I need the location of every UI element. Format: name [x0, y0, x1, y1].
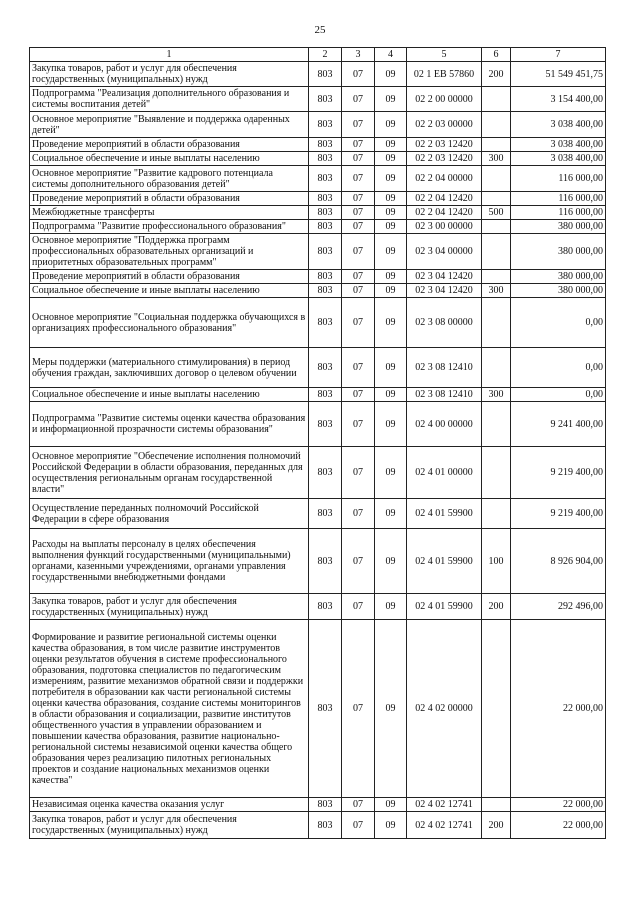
section-code: 07	[342, 284, 375, 298]
table-row	[30, 620, 606, 798]
budget-item-name: Основное мероприятие "Социальная поддержка обучающихся в организациях профессионального образования"	[30, 298, 309, 348]
ministry-code: 803	[309, 447, 342, 499]
target-article-code: 02 4 01 59900	[407, 529, 482, 594]
expense-type-code	[482, 220, 511, 234]
table-row	[30, 87, 606, 112]
section-code: 07	[342, 798, 375, 812]
subsection-code: 09	[375, 388, 407, 402]
amount: 380 000,00	[511, 270, 606, 284]
subsection-code: 09	[375, 529, 407, 594]
expense-type-code: 100	[482, 529, 511, 594]
budget-item-name: Социальное обеспечение и иные выплаты населению	[30, 388, 309, 402]
target-article-code: 02 4 02 12741	[407, 798, 482, 812]
subsection-code: 09	[375, 447, 407, 499]
table-row	[30, 206, 606, 220]
amount: 0,00	[511, 298, 606, 348]
budget-item-name: Закупка товаров, работ и услуг для обеспечения государственных (муниципальных) нужд	[30, 594, 309, 620]
budget-item-name: Расходы на выплаты персоналу в целях обеспечения выполнения функций государственными (муниципальными) органами, казенными учреждениями, органами управления государственными внебюджетными фондами	[30, 529, 309, 594]
table-row	[30, 220, 606, 234]
subsection-code: 09	[375, 348, 407, 388]
amount: 22 000,00	[511, 798, 606, 812]
table-row	[30, 499, 606, 529]
table-row	[30, 270, 606, 284]
subsection-code: 09	[375, 220, 407, 234]
section-code: 07	[342, 112, 375, 138]
budget-item-name: Основное мероприятие "Обеспечение исполнения полномочий Российской Федерации в области образования, переданных для осуществления региональным органам государственной власти"	[30, 447, 309, 499]
table-row	[30, 594, 606, 620]
subsection-code: 09	[375, 87, 407, 112]
target-article-code: 02 2 03 12420	[407, 152, 482, 166]
column-number-7: 7	[511, 48, 606, 62]
subsection-code: 09	[375, 620, 407, 798]
section-code: 07	[342, 206, 375, 220]
expense-type-code: 300	[482, 284, 511, 298]
ministry-code: 803	[309, 402, 342, 447]
section-code: 07	[342, 234, 375, 270]
target-article-code: 02 2 00 00000	[407, 87, 482, 112]
expense-type-code	[482, 402, 511, 447]
amount: 380 000,00	[511, 234, 606, 270]
ministry-code: 803	[309, 112, 342, 138]
budget-item-name: Социальное обеспечение и иные выплаты населению	[30, 152, 309, 166]
target-article-code: 02 3 08 00000	[407, 298, 482, 348]
amount: 116 000,00	[511, 192, 606, 206]
amount: 3 038 400,00	[511, 152, 606, 166]
expense-type-code	[482, 798, 511, 812]
amount: 0,00	[511, 388, 606, 402]
table-row	[30, 447, 606, 499]
page-number: 25	[314, 24, 326, 36]
expense-type-code	[482, 298, 511, 348]
target-article-code: 02 2 03 12420	[407, 138, 482, 152]
expense-type-code: 200	[482, 62, 511, 87]
budget-item-name: Основное мероприятие "Развитие кадрового потенциала системы дополнительного образования детей"	[30, 166, 309, 192]
amount: 9 219 400,00	[511, 499, 606, 529]
ministry-code: 803	[309, 166, 342, 192]
amount: 380 000,00	[511, 284, 606, 298]
subsection-code: 09	[375, 112, 407, 138]
amount: 3 154 400,00	[511, 87, 606, 112]
table-row	[30, 529, 606, 594]
amount: 9 241 400,00	[511, 402, 606, 447]
target-article-code: 02 4 00 00000	[407, 402, 482, 447]
table-row	[30, 388, 606, 402]
expense-type-code: 300	[482, 152, 511, 166]
amount: 0,00	[511, 348, 606, 388]
target-article-code: 02 4 02 12741	[407, 812, 482, 839]
ministry-code: 803	[309, 62, 342, 87]
column-number-3: 3	[342, 48, 375, 62]
budget-item-name: Основное мероприятие "Поддержка программ профессиональных образовательных организаций и приоритетных образовательных программ"	[30, 234, 309, 270]
section-code: 07	[342, 298, 375, 348]
table-row	[30, 798, 606, 812]
budget-table	[29, 47, 606, 839]
target-article-code: 02 4 02 00000	[407, 620, 482, 798]
ministry-code: 803	[309, 138, 342, 152]
expense-type-code	[482, 87, 511, 112]
budget-item-name: Социальное обеспечение и иные выплаты населению	[30, 284, 309, 298]
expense-type-code	[482, 620, 511, 798]
section-code: 07	[342, 812, 375, 839]
expense-type-code	[482, 192, 511, 206]
ministry-code: 803	[309, 812, 342, 839]
budget-item-name: Независимая оценка качества оказания услуг	[30, 798, 309, 812]
ministry-code: 803	[309, 234, 342, 270]
budget-item-name: Меры поддержки (материального стимулирования) в период обучения граждан, заключивших договор о целевом обучении	[30, 348, 309, 388]
target-article-code: 02 3 08 12410	[407, 388, 482, 402]
amount: 9 219 400,00	[511, 447, 606, 499]
ministry-code: 803	[309, 152, 342, 166]
table-row	[30, 284, 606, 298]
budget-item-name: Проведение мероприятий в области образования	[30, 270, 309, 284]
subsection-code: 09	[375, 284, 407, 298]
expense-type-code: 300	[482, 388, 511, 402]
subsection-code: 09	[375, 166, 407, 192]
ministry-code: 803	[309, 206, 342, 220]
target-article-code: 02 3 04 12420	[407, 284, 482, 298]
column-number-4: 4	[375, 48, 407, 62]
column-number-2: 2	[309, 48, 342, 62]
target-article-code: 02 2 04 00000	[407, 166, 482, 192]
target-article-code: 02 4 01 59900	[407, 594, 482, 620]
expense-type-code	[482, 138, 511, 152]
table-row	[30, 812, 606, 839]
subsection-code: 09	[375, 798, 407, 812]
amount: 3 038 400,00	[511, 138, 606, 152]
ministry-code: 803	[309, 87, 342, 112]
table-row	[30, 152, 606, 166]
budget-item-name: Основное мероприятие "Выявление и поддержка одаренных детей"	[30, 112, 309, 138]
budget-item-name: Подпрограмма "Развитие системы оценки качества образования и информационной прозрачности системы образования"	[30, 402, 309, 447]
section-code: 07	[342, 447, 375, 499]
amount: 22 000,00	[511, 620, 606, 798]
column-number-1: 1	[30, 48, 309, 62]
ministry-code: 803	[309, 620, 342, 798]
section-code: 07	[342, 529, 375, 594]
expense-type-code: 500	[482, 206, 511, 220]
amount: 116 000,00	[511, 166, 606, 192]
expense-type-code	[482, 447, 511, 499]
table-row	[30, 348, 606, 388]
subsection-code: 09	[375, 812, 407, 839]
budget-item-name: Закупка товаров, работ и услуг для обеспечения государственных (муниципальных) нужд	[30, 812, 309, 839]
section-code: 07	[342, 166, 375, 192]
subsection-code: 09	[375, 499, 407, 529]
amount: 116 000,00	[511, 206, 606, 220]
amount: 292 496,00	[511, 594, 606, 620]
target-article-code: 02 3 08 12410	[407, 348, 482, 388]
budget-item-name: Подпрограмма "Развитие профессионального образования"	[30, 220, 309, 234]
table-row	[30, 166, 606, 192]
budget-item-name: Межбюджетные трансферты	[30, 206, 309, 220]
target-article-code: 02 3 04 12420	[407, 270, 482, 284]
section-code: 07	[342, 62, 375, 87]
expense-type-code	[482, 348, 511, 388]
target-article-code: 02 1 EВ 57860	[407, 62, 482, 87]
section-code: 07	[342, 220, 375, 234]
amount: 51 549 451,75	[511, 62, 606, 87]
budget-item-name: Закупка товаров, работ и услуг для обеспечения государственных (муниципальных) нужд	[30, 62, 309, 87]
budget-item-name: Осуществление переданных полномочий Российской Федерации в сфере образования	[30, 499, 309, 529]
target-article-code: 02 2 03 00000	[407, 112, 482, 138]
subsection-code: 09	[375, 152, 407, 166]
table-row	[30, 192, 606, 206]
expense-type-code	[482, 234, 511, 270]
target-article-code: 02 2 04 12420	[407, 192, 482, 206]
ministry-code: 803	[309, 529, 342, 594]
amount: 3 038 400,00	[511, 112, 606, 138]
section-code: 07	[342, 87, 375, 112]
section-code: 07	[342, 620, 375, 798]
table-row	[30, 138, 606, 152]
ministry-code: 803	[309, 192, 342, 206]
ministry-code: 803	[309, 594, 342, 620]
column-number-5: 5	[407, 48, 482, 62]
budget-item-name: Формирование и развитие региональной системы оценки качества образования, в том числе развитие инструментов оценки результатов обучения в системе профессионального образования, подготовка специалистов по педагогическим измерениям, развитие механизмов обратной связи и поддержки потребителя в образовании как части региональной системы оценки качества образования, создание системы мониторингов в области образования и социализации, развитие институтов общественного участия в управлении образованием и повышении качества образования, развитие национально-региональной системы независимой оценки качества общего образования через реализацию пилотных региональных проектов и создание национальных механизмов оценки качества"	[30, 620, 309, 798]
amount: 22 000,00	[511, 812, 606, 839]
expense-type-code	[482, 270, 511, 284]
amount: 380 000,00	[511, 220, 606, 234]
subsection-code: 09	[375, 62, 407, 87]
target-article-code: 02 4 01 59900	[407, 499, 482, 529]
subsection-code: 09	[375, 206, 407, 220]
target-article-code: 02 2 04 12420	[407, 206, 482, 220]
target-article-code: 02 3 00 00000	[407, 220, 482, 234]
table-row	[30, 112, 606, 138]
budget-item-name: Подпрограмма "Реализация дополнительного образования и системы воспитания детей"	[30, 87, 309, 112]
section-code: 07	[342, 499, 375, 529]
target-article-code: 02 3 04 00000	[407, 234, 482, 270]
ministry-code: 803	[309, 388, 342, 402]
section-code: 07	[342, 192, 375, 206]
column-number-row	[30, 48, 606, 62]
table-row	[30, 402, 606, 447]
expense-type-code: 200	[482, 812, 511, 839]
subsection-code: 09	[375, 270, 407, 284]
subsection-code: 09	[375, 138, 407, 152]
budget-item-name: Проведение мероприятий в области образования	[30, 192, 309, 206]
ministry-code: 803	[309, 298, 342, 348]
amount: 8 926 904,00	[511, 529, 606, 594]
expense-type-code: 200	[482, 594, 511, 620]
subsection-code: 09	[375, 298, 407, 348]
ministry-code: 803	[309, 348, 342, 388]
subsection-code: 09	[375, 402, 407, 447]
section-code: 07	[342, 138, 375, 152]
table-row	[30, 298, 606, 348]
section-code: 07	[342, 270, 375, 284]
column-number-6: 6	[482, 48, 511, 62]
ministry-code: 803	[309, 220, 342, 234]
section-code: 07	[342, 594, 375, 620]
expense-type-code	[482, 499, 511, 529]
section-code: 07	[342, 402, 375, 447]
subsection-code: 09	[375, 234, 407, 270]
ministry-code: 803	[309, 499, 342, 529]
budget-item-name: Проведение мероприятий в области образования	[30, 138, 309, 152]
section-code: 07	[342, 388, 375, 402]
section-code: 07	[342, 348, 375, 388]
ministry-code: 803	[309, 270, 342, 284]
ministry-code: 803	[309, 798, 342, 812]
table-row	[30, 62, 606, 87]
subsection-code: 09	[375, 192, 407, 206]
subsection-code: 09	[375, 594, 407, 620]
section-code: 07	[342, 152, 375, 166]
table-row	[30, 234, 606, 270]
expense-type-code	[482, 112, 511, 138]
ministry-code: 803	[309, 284, 342, 298]
expense-type-code	[482, 166, 511, 192]
target-article-code: 02 4 01 00000	[407, 447, 482, 499]
